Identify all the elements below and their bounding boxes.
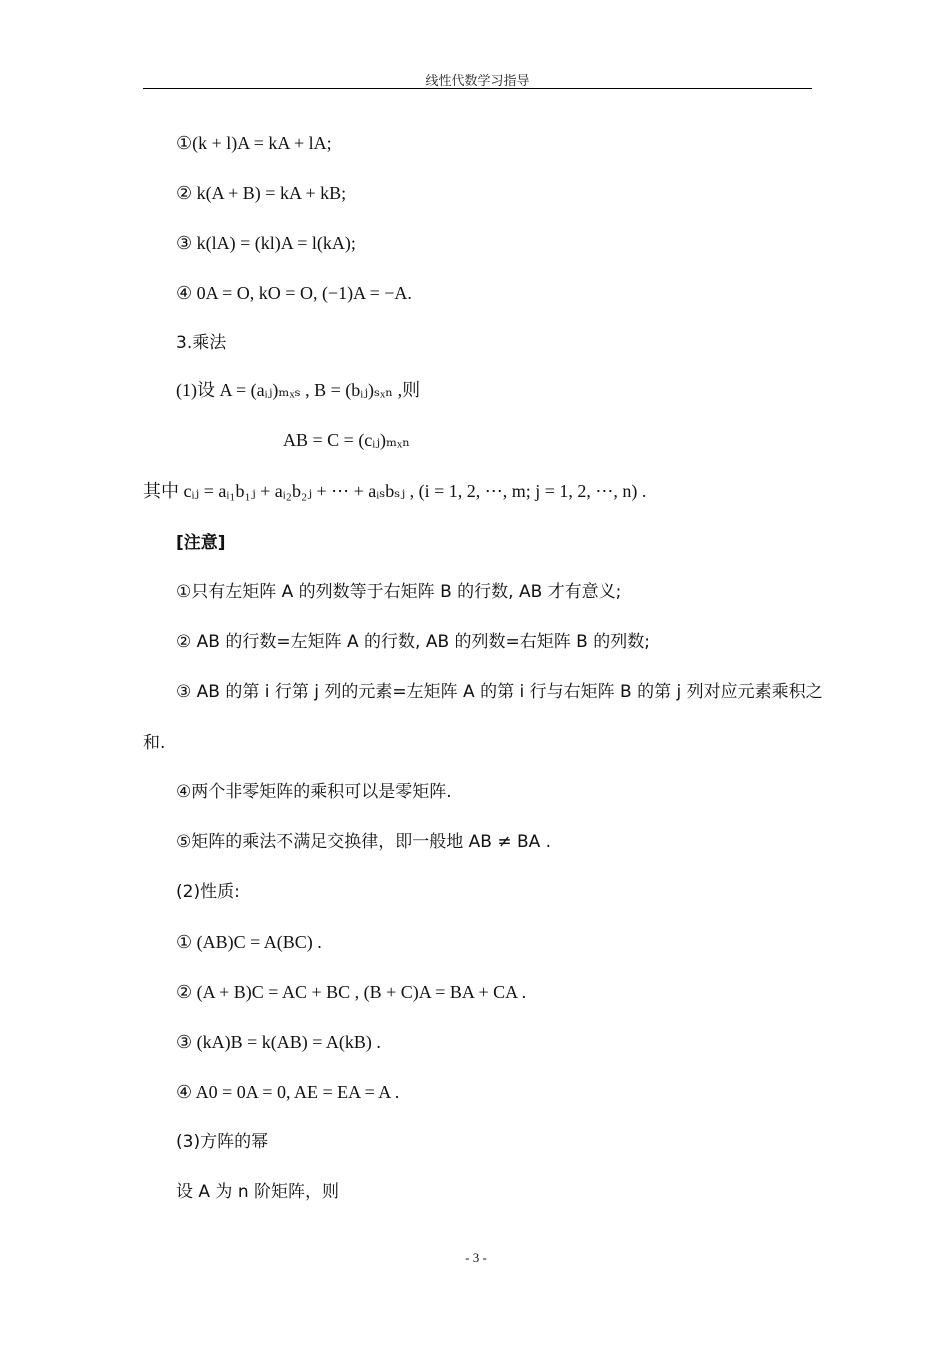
scalar-property-4: ④ 0A = O, kO = O, (−1)A = −A. (176, 283, 412, 303)
scalar-property-2: ② k(A + B) = kA + kB; (176, 183, 347, 203)
property-1: ① (AB)C = A(BC) . (176, 932, 322, 952)
matrix-power-heading: (3)方阵的幂 (176, 1132, 269, 1152)
property-2: ② (A + B)C = AC + BC , (B + C)A = BA + CA . (176, 982, 527, 1002)
note-item-1: ①只有左矩阵 A 的列数等于右矩阵 B 的行数, AB 才有意义; (176, 582, 622, 602)
note-item-4: ④两个非零矩阵的乘积可以是零矩阵. (176, 782, 452, 802)
property-3: ③ (kA)B = k(AB) = A(kB) . (176, 1032, 381, 1052)
definition-line: (1)设 A = (aᵢⱼ)ₘₓₛ , B = (bᵢⱼ)ₛₓₙ ,则 (176, 380, 421, 400)
note-item-3: ③ AB 的第 i 行第 j 列的元素=左矩阵 A 的第 i 行与右矩阵 B 的第 j 列对应元素乘积之 (176, 682, 823, 702)
page-number: - 3 - (465, 1250, 487, 1265)
page-header-title: 线性代数学习指导 (425, 74, 530, 89)
note-item-5: ⑤矩阵的乘法不满足交换律，即一般地 AB ≠ BA . (176, 832, 552, 852)
matrix-power-intro: 设 A 为 n 阶矩阵，则 (176, 1182, 340, 1202)
scalar-property-3: ③ k(lA) = (kl)A = l(kA); (176, 233, 356, 253)
property-4: ④ A0 = 0A = 0, AE = EA = A . (176, 1082, 400, 1102)
properties-heading: (2)性质: (176, 882, 240, 902)
product-formula: AB = C = (cᵢⱼ)ₘₓₙ (283, 430, 411, 450)
header-rule (143, 88, 812, 89)
note-heading: [注意] (176, 533, 226, 553)
element-formula: 其中 cᵢⱼ = aᵢ₁b₁ⱼ + aᵢ₂b₂ⱼ + ⋯ + aᵢₛbₛⱼ , (i = 1, 2, ⋯, m; j = 1, 2, ⋯, n) . (143, 481, 647, 501)
note-item-2: ② AB 的行数=左矩阵 A 的行数, AB 的列数=右矩阵 B 的列数; (176, 632, 650, 652)
note-item-3-continuation: 和. (143, 733, 166, 753)
section-heading-multiplication: 3.乘法 (176, 333, 227, 353)
scalar-property-1: ①(k + l)A = kA + lA; (176, 133, 332, 153)
